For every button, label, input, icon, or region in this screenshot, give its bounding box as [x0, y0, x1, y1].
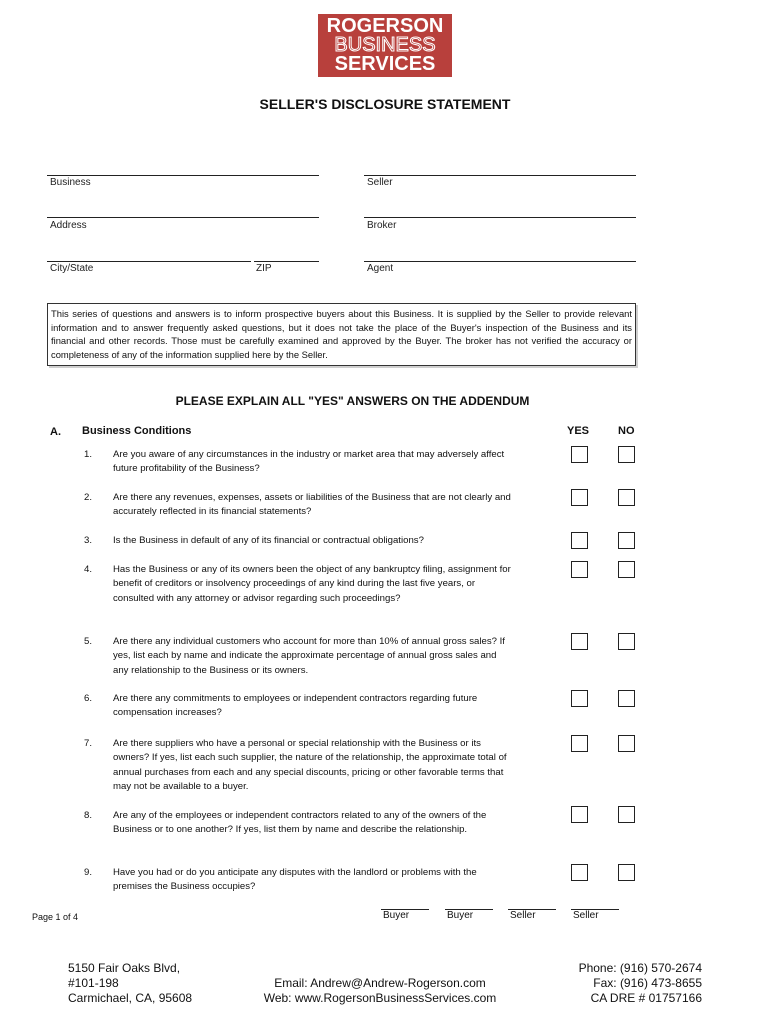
yes-checkbox[interactable] — [571, 633, 588, 650]
page-title: SELLER'S DISCLOSURE STATEMENT — [259, 96, 511, 112]
buyer-initial-label-2: Buyer — [447, 910, 474, 921]
footer-dre: CA DRE # 01757166 — [590, 991, 702, 1005]
agent-field[interactable] — [364, 261, 636, 262]
footer-phone-block — [579, 961, 702, 1006]
question-text: Are there any commitments to employees or independent contractors regarding future compensation increases? — [113, 693, 478, 719]
city-state-field[interactable] — [47, 261, 251, 262]
no-checkbox[interactable] — [618, 532, 635, 549]
logo-line-3: SERVICES — [334, 53, 436, 75]
city-state-label: City/State — [50, 263, 94, 274]
question-text: Are there any individual customers who account for more than 10% of annual gross sales? If yes, list each by name and indicate the approximate percentage of annual gross sales and any relationship to the Business or its owners. — [113, 636, 505, 676]
broker-field[interactable] — [364, 217, 636, 218]
question-number: 4. — [84, 564, 93, 575]
question-number: 6. — [84, 693, 93, 704]
section-title: Business Conditions — [82, 425, 192, 437]
logo-line-2: BUSINESS — [334, 34, 436, 56]
company-logo — [318, 14, 452, 77]
broker-label: Broker — [367, 220, 397, 231]
question-text: Are there suppliers who have a personal or special relationship with the Business or its owners? If yes, list each such supplier, the nature of the relationship, the approximate total of annual purchases from each and any special discounts, pricing or other favorable terms that may not be available to a buyer. — [113, 738, 507, 793]
footer-address-line-1: 5150 Fair Oaks Blvd, — [68, 961, 181, 975]
question-number: 3. — [84, 535, 93, 546]
no-checkbox[interactable] — [618, 735, 635, 752]
seller-field[interactable] — [364, 175, 636, 176]
question-text: Are there any revenues, expenses, assets or liabilities of the Business that are not clearly and accurately reflected in its financial statements? — [113, 492, 511, 518]
agent-label: Agent — [367, 263, 394, 274]
business-label: Business — [50, 177, 91, 188]
business-field[interactable] — [47, 175, 319, 176]
seller-label: Seller — [367, 177, 393, 188]
question-text: Is the Business in default of any of its financial or contractual obligations? — [113, 535, 424, 546]
no-checkbox[interactable] — [618, 633, 635, 650]
section-letter: A. — [50, 426, 61, 438]
question-number: 9. — [84, 867, 93, 878]
footer-address — [68, 961, 192, 1006]
no-checkbox[interactable] — [618, 806, 635, 823]
question-number: 1. — [84, 449, 93, 460]
question-text: Has the Business or any of its owners been the object of any bankruptcy filing, assignment for benefit of creditors or insolvency proceedings of any kind during the last five years, or consulted with any attorney or advisor regarding such proceedings? — [113, 564, 511, 604]
footer-contact — [240, 976, 520, 1006]
intro-box: This series of questions and answers is to inform prospective buyers about this Business. It is supplied by the Seller to provide relevant information and to answer frequently asked questions, but it does not take the place of the Buyer's inspection of the Business and its financial and other records. Those must be carefully examined and approved by the Buyer. The broker has not verified the accuracy or completeness of any of the information supplied here by the Seller. — [47, 303, 636, 366]
yes-checkbox[interactable] — [571, 690, 588, 707]
yes-checkbox[interactable] — [571, 561, 588, 578]
no-checkbox[interactable] — [618, 446, 635, 463]
zip-label: ZIP — [256, 263, 272, 274]
footer-address-line-2: #101-198 — [68, 976, 119, 990]
yes-checkbox[interactable] — [571, 864, 588, 881]
footer-email[interactable]: Email: Andrew@Andrew-Rogerson.com — [274, 976, 486, 990]
address-label: Address — [50, 220, 87, 231]
yes-checkbox[interactable] — [571, 446, 588, 463]
logo-line-1: ROGERSON — [326, 15, 444, 37]
question-text: Have you had or do you anticipate any disputes with the landlord or problems with the premises the Business occupies? — [113, 867, 477, 893]
footer-website[interactable]: Web: www.RogersonBusinessServices.com — [263, 991, 497, 1005]
no-checkbox[interactable] — [618, 864, 635, 881]
yes-checkbox[interactable] — [571, 735, 588, 752]
explain-heading: PLEASE EXPLAIN ALL "YES" ANSWERS ON THE ADDENDUM — [175, 394, 530, 408]
no-checkbox[interactable] — [618, 489, 635, 506]
question-text: Are any of the employees or independent contractors related to any of the owners of the Business or to one another? If yes, list them by name and describe the relationship. — [113, 810, 487, 836]
question-text: Are you aware of any circumstances in the industry or market area that may adversely affect future profitability of the Business? — [113, 449, 505, 475]
yes-checkbox[interactable] — [571, 532, 588, 549]
seller-initial-label-2: Seller — [573, 910, 599, 921]
footer-address-line-3: Carmichael, CA, 95608 — [68, 991, 193, 1005]
no-checkbox[interactable] — [618, 561, 635, 578]
question-number: 8. — [84, 810, 93, 821]
buyer-initial-label-1: Buyer — [383, 910, 410, 921]
question-number: 2. — [84, 492, 93, 503]
yes-checkbox[interactable] — [571, 806, 588, 823]
address-field[interactable] — [47, 217, 319, 218]
question-number: 5. — [84, 636, 93, 647]
seller-initial-label-1: Seller — [510, 910, 536, 921]
no-column-header: NO — [618, 425, 635, 437]
footer-phone: Phone: (916) 570-2674 — [578, 961, 702, 975]
yes-checkbox[interactable] — [571, 489, 588, 506]
question-number: 7. — [84, 738, 93, 749]
zip-field[interactable] — [254, 261, 319, 262]
footer-fax: Fax: (916) 473-8655 — [593, 976, 702, 990]
no-checkbox[interactable] — [618, 690, 635, 707]
page-number: Page 1 of 4 — [32, 912, 79, 922]
yes-column-header: YES — [567, 425, 590, 437]
